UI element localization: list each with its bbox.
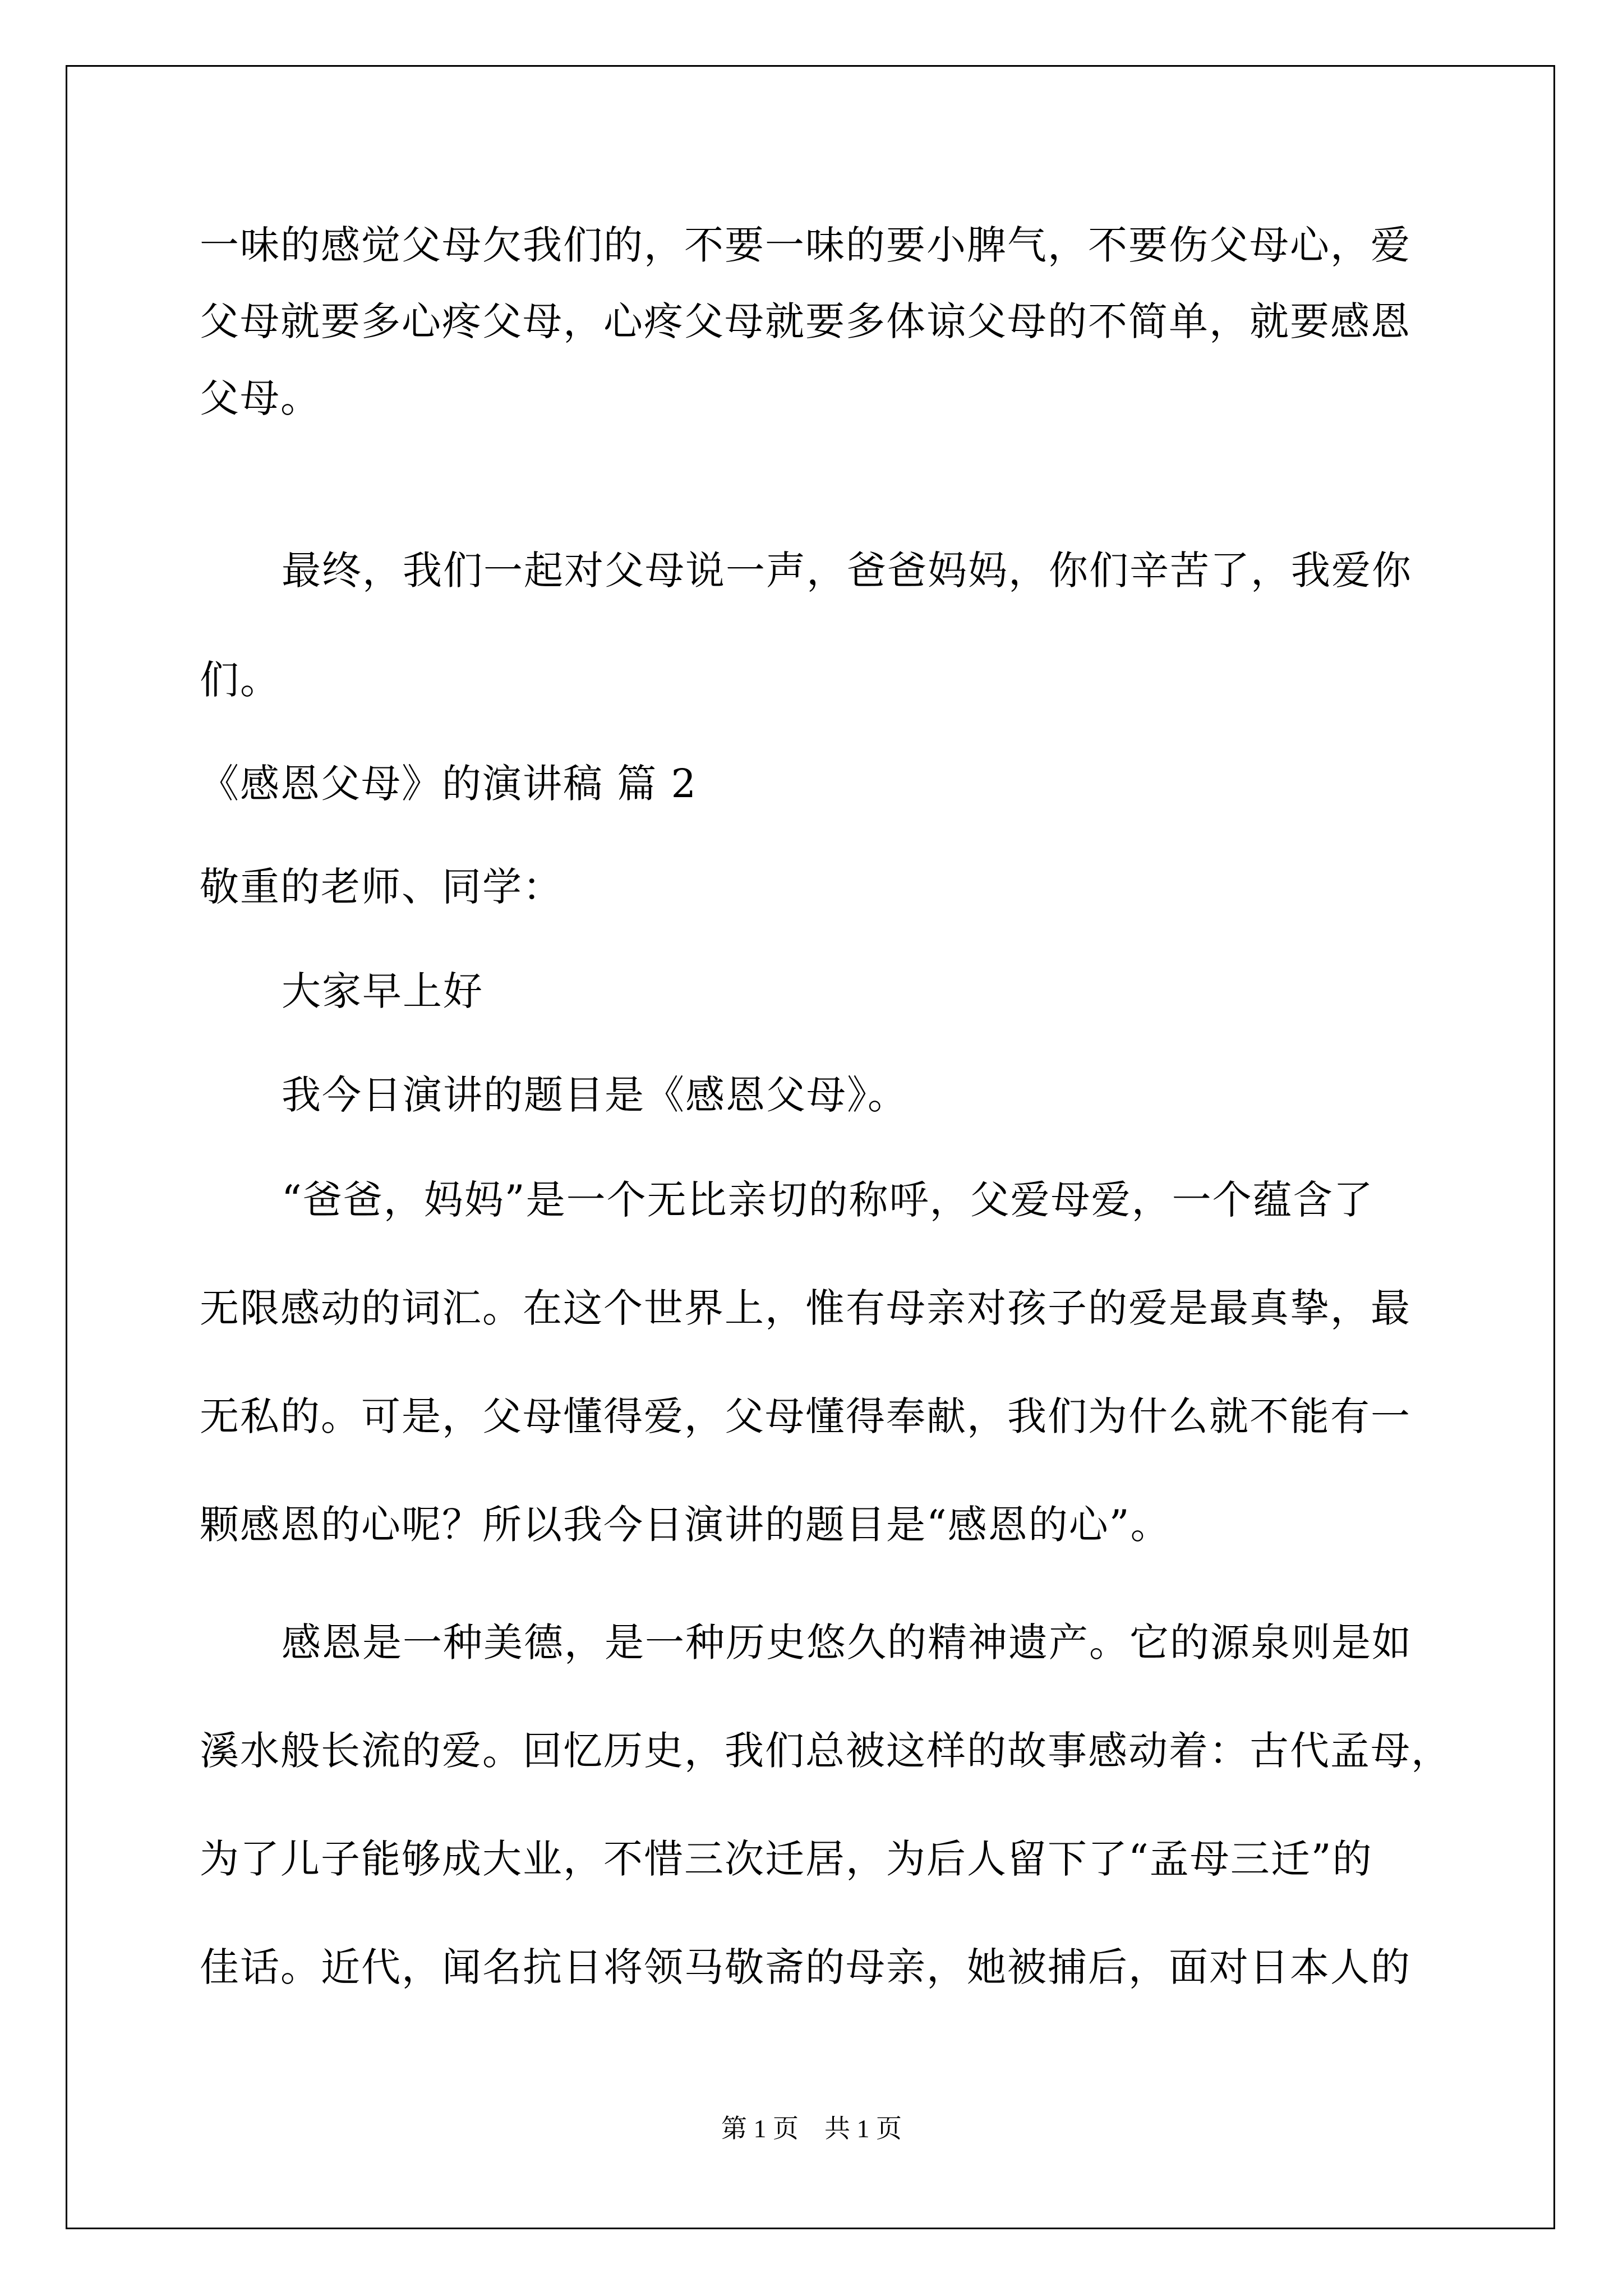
text-line: “爸爸，妈妈”是一个无比亲切的称呼，父爱母爱，一个蕴含了 bbox=[282, 1177, 1374, 1223]
text-line: 父母就要多心疼父母，心疼父母就要多体谅父母的不简单，就要感恩 bbox=[200, 298, 1411, 344]
text-line: 无私的。可是，父母懂得爱，父母懂得奉献，我们为什么就不能有一 bbox=[200, 1393, 1411, 1439]
text-line: 感恩是一种美德，是一种历史悠久的精神遗产。它的源泉则是如 bbox=[282, 1619, 1412, 1665]
text-line: 们。 bbox=[200, 657, 280, 703]
text-line: 颗感恩的心呢？所以我今日演讲的题目是“感恩的心”。 bbox=[200, 1502, 1171, 1548]
page-number-footer: 第 1 页 共 1 页 bbox=[721, 2114, 902, 2143]
text-line: 一味的感觉父母欠我们的，不要一味的要小脾气，不要伤父母心，爱 bbox=[200, 222, 1411, 268]
text-line: 最终，我们一起对父母说一声，爸爸妈妈，你们辛苦了，我爱你 bbox=[282, 547, 1412, 593]
text-line: 我今日演讲的题目是《感恩父母》。 bbox=[282, 1072, 908, 1118]
text-line: 为了儿子能够成大业，不惜三次迁居，为后人留下了“孟母三迁”的 bbox=[200, 1836, 1373, 1882]
text-line: 父母。 bbox=[200, 375, 321, 421]
section-heading: 《感恩父母》的演讲稿 篇 2 bbox=[200, 761, 698, 807]
text-line: 大家早上好 bbox=[282, 968, 483, 1014]
text-line: 佳话。近代，闻名抗日将领马敬斋的母亲，她被捕后，面对日本人的 bbox=[200, 1944, 1411, 1990]
salutation: 敬重的老师、同学： bbox=[200, 864, 563, 910]
text-line: 溪水般长流的爱。回忆历史，我们总被这样的故事感动着：古代孟母， bbox=[200, 1728, 1451, 1774]
text-line: 无限感动的词汇。在这个世界上，惟有母亲对孩子的爱是最真挚，最 bbox=[200, 1285, 1411, 1331]
